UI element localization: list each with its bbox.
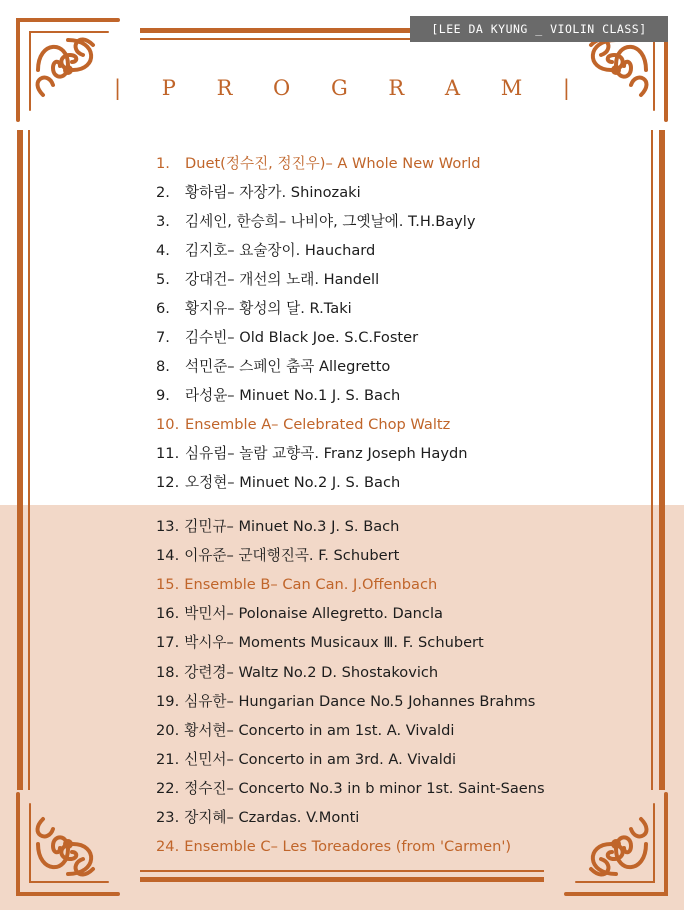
program-item-text: Duet(정수진, 정진우)– A Whole New World — [185, 155, 481, 172]
program-item-text: 심유림– 놀람 교향곡. Franz Joseph Haydn — [185, 445, 468, 462]
program-item-text: 황하림– 자장가. Shinozaki — [185, 184, 361, 201]
program-item-number: 1. — [156, 155, 170, 172]
program-item-number: 18. — [156, 663, 180, 681]
frame-bottom-line — [140, 870, 544, 872]
program-item-text: 박시우– Moments Musicaux Ⅲ. F. Schubert — [184, 634, 484, 652]
class-name-tag: [LEE DA KYUNG _ VIOLIN CLASS] — [410, 16, 668, 42]
program-item-number: 19. — [156, 692, 180, 710]
program-item — [156, 442, 468, 466]
program-item-text: 강련경– Waltz No.2 D. Shostakovich — [184, 663, 439, 681]
program-item-number: 2. — [156, 184, 170, 201]
program-item — [156, 413, 450, 437]
frame-left-bar — [17, 130, 23, 790]
program-item-text: 김지호– 요술장이. Hauchard — [185, 242, 376, 259]
ornament-corner-bottom-right — [556, 784, 676, 904]
program-item-number: 21. — [156, 750, 180, 768]
frame-bottom-bar — [140, 877, 544, 882]
program-item-number: 23. — [156, 809, 180, 826]
program-item-number: 9. — [156, 387, 170, 404]
program-item-number: 8. — [156, 358, 170, 375]
program-item — [156, 777, 545, 801]
frame-right-bar — [659, 130, 665, 790]
program-item — [156, 152, 481, 176]
program-item-text: 석민준– 스페인 춤곡 Allegretto — [185, 358, 391, 375]
ornament-corner-bottom-left — [8, 784, 128, 904]
program-item-text: 김수빈– Old Black Joe. S.C.Foster — [185, 329, 419, 346]
program-item-text: 장지혜– Czardas. V.Monti — [184, 809, 360, 826]
program-item-text: Ensemble C– Les Toreadores (from 'Carmen') — [184, 838, 512, 856]
program-item-text: 박민서– Polonaise Allegretto. Dancla — [184, 605, 443, 623]
program-item-number: 12. — [156, 474, 180, 491]
ornament-corner-top-left — [8, 10, 128, 130]
frame-right-line — [651, 130, 653, 790]
program-item-text: Ensemble B– Can Can. J.Offenbach — [184, 576, 438, 594]
frame-left-line — [28, 130, 30, 790]
program-item — [156, 719, 454, 743]
program-item — [156, 806, 359, 830]
program-item — [156, 355, 390, 379]
program-item-number: 4. — [156, 242, 170, 259]
program-item — [156, 661, 438, 685]
program-item — [156, 268, 379, 292]
program-item-number: 10. — [156, 416, 180, 433]
program-item — [156, 210, 476, 234]
program-item-number: 24. — [156, 838, 180, 856]
program-item — [156, 544, 399, 568]
program-item — [156, 326, 418, 350]
program-item-text: 심유한– Hungarian Dance No.5 Johannes Brahms — [184, 692, 536, 710]
program-item — [156, 515, 399, 539]
program-item-text: 황지유– 황성의 달. R.Taki — [185, 300, 352, 317]
program-item-number: 3. — [156, 213, 170, 230]
program-item-text: 오정현– Minuet No.2 J. S. Bach — [185, 474, 401, 491]
program-item-text: 정수진– Concerto No.3 in b minor 1st. Saint-Saens — [184, 779, 545, 797]
program-item-number: 16. — [156, 605, 180, 623]
program-item — [156, 181, 361, 205]
program-item — [156, 471, 400, 495]
program-item-text: 라성윤– Minuet No.1 J. S. Bach — [185, 387, 401, 404]
program-item — [156, 631, 484, 655]
program-item-number: 14. — [156, 547, 180, 565]
program-item-number: 17. — [156, 634, 180, 652]
page-title: | P R O G R A M | — [114, 76, 587, 100]
program-item-number: 20. — [156, 721, 180, 739]
program-item-text: 강대건– 개선의 노래. Handell — [185, 271, 380, 288]
program-item-number: 22. — [156, 779, 180, 797]
program-item-text: 김세인, 한승희– 나비야, 그옛날에. T.H.Bayly — [185, 213, 476, 230]
program-item-number: 13. — [156, 518, 180, 535]
program-item — [156, 748, 456, 772]
program-item — [156, 384, 400, 408]
program-item-number: 11. — [156, 445, 180, 462]
program-item — [156, 835, 511, 859]
program-item — [156, 602, 443, 626]
program-item — [156, 573, 437, 597]
program-item-text: 이유준– 군대행진곡. F. Schubert — [184, 547, 400, 565]
program-item — [156, 297, 352, 321]
program-item-number: 5. — [156, 271, 170, 288]
program-item — [156, 239, 375, 263]
program-item-text: Ensemble A– Celebrated Chop Waltz — [185, 416, 451, 433]
program-item-text: 김민규– Minuet No.3 J. S. Bach — [184, 518, 400, 535]
program-item-text: 황서현– Concerto in am 1st. A. Vivaldi — [184, 721, 455, 739]
program-item-text: 신민서– Concerto in am 3rd. A. Vivaldi — [184, 750, 457, 768]
program-item-number: 7. — [156, 329, 170, 346]
program-item-number: 6. — [156, 300, 170, 317]
program-item — [156, 690, 535, 714]
program-item-number: 15. — [156, 576, 180, 594]
